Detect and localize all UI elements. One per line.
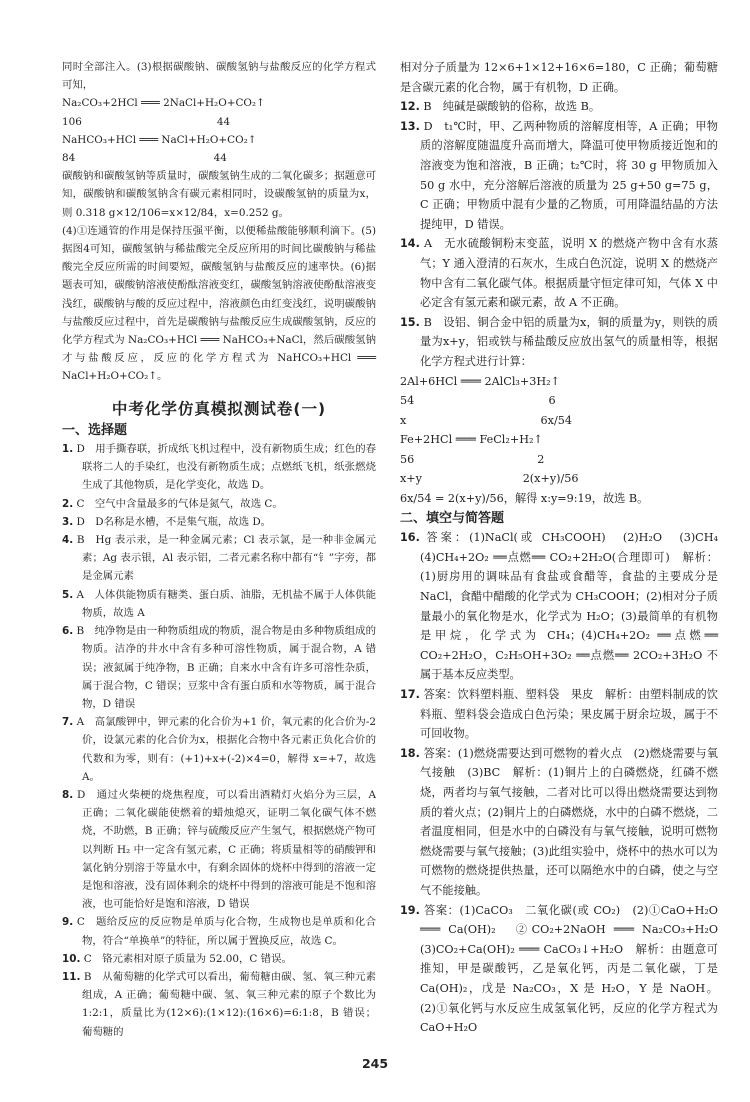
answer-number: 9. xyxy=(62,916,74,929)
answer-item xyxy=(62,586,376,622)
answer-text: B Hg 表示汞，是一种金属元素；Cl 表示氯，是一种非金属元素；Ag 表示银，Al 表示铝，二者元素名称中都有“钅”字旁，都是金属元素 xyxy=(76,534,376,583)
left-column xyxy=(62,58,376,1041)
answer-text: D 用手撕春联，折成纸飞机过程中，没有新物质生成；红色的春联将二人的手染红，也没有新物质生成；点燃纸飞机，纸张燃烧生成了其他物质，是化学变化，故选 D。 xyxy=(76,443,376,492)
answer-text: 答案：(1)燃烧需要达到可燃物的着火点 (2)燃烧需要与氧气接触 (3)BC 解析：(1)铜片上的白磷燃烧，红磷不燃烧，两者均与氧气接触，二者对比可以得出燃烧需要达到物质的着火点；(2)铜片上的白磷燃烧，水中的白磷不燃烧，二者温度相同，但是水中的白磷没有与氧气接触，说明可燃物燃烧需要与氧气接触；(3)此组实验中，烧杯中的热水可以为可燃物的燃烧提供热量，还可以隔绝水中的白磷，使之与空气不能接触。 xyxy=(420,746,718,897)
answer-number: 1. xyxy=(62,443,74,456)
answer-item xyxy=(62,786,376,913)
answer-text: D D名称是水槽，不是集气瓶，故选 D。 xyxy=(76,515,272,528)
answer-number: 13. xyxy=(400,119,420,133)
answer-item xyxy=(62,440,376,495)
answer-text: A 高氯酸钾中，钾元素的化合价为+1 价，氧元素的化合价为-2 价，设氯元素的化合价为x，根据化合物中各元素正负化合价的代数和为零，则有：(+1)+x+(-2)×4=0，解得 x=+7，故选 A。 xyxy=(76,716,376,783)
answer-item xyxy=(400,97,718,117)
answer-item xyxy=(400,744,718,901)
calculation-line: 6x/54 = 2(x+y)/56，解得 x:y=9:19，故选 B。 xyxy=(400,492,649,506)
answer-text: 答案：饮料塑料瓶、塑料袋 果皮 解析：由塑料制成的饮料瓶、塑料袋会造成白色污染；果皮属于厨余垃圾，属于不可回收物。 xyxy=(420,688,718,741)
answer-text: C 铬元素相对原子质量为 52.00，C 错误。 xyxy=(83,952,292,965)
equation: NaHCO₃+HCl ═══ NaCl+H₂O+CO₂↑ xyxy=(62,133,257,146)
right-column xyxy=(400,58,730,1038)
answer-text: C 空气中含量最多的气体是氮气，故选 C。 xyxy=(76,497,283,510)
answer-number: 8. xyxy=(62,788,74,801)
answer-number: 3. xyxy=(62,515,74,528)
answer-number: 6. xyxy=(62,625,74,638)
answer-text: D t₁℃时，甲、乙两种物质的溶解度相等，A 正确；甲物质的溶解度随温度升高而增大，降温可使甲物质接近饱和的溶液变为饱和溶液，B 正确；t₂℃时，将 30 g 甲物质加入 50 g 水中，充分溶解后溶液的质量为 25 g+50 g=75 g，C 正确；甲物质中混有少量的乙物质，可用降温结晶的方法提纯甲，D 错误。 xyxy=(420,119,718,231)
answer-text: B 设铝、铜合金中铝的质量为x，铜的质量为y，则铁的质量为x+y，铝或铁与稀盐酸反应放出氢气的质量相等，根据化学方程式进行计算： xyxy=(420,315,719,368)
answer-text: D 通过火柴梗的烧焦程度，可以看出酒精灯火焰分为三层，A 正确；二氧化碳能使燃着的蜡烛熄灭，证明二氧化碳气体不燃烧，不助燃，B 正确；锌与硫酸反应产生氢气，根据燃烧产物可以判断 H₂ 中一定含有氢元素，C 正确；将质量相等的硝酸钾和氯化钠分别溶于等量水中，有剩余固体的烧杯中得到的溶液一定是饱和溶液，没有固体剩余的烧杯中得到的溶液可能是不饱和溶液，也可能恰好是饱和溶液，D 错误 xyxy=(76,788,376,911)
answer-item xyxy=(62,913,376,949)
calculation-line: 2Al+6HCl ═══ 2AlCl₃+3H₂↑ xyxy=(400,374,560,388)
calculation-line: x+y 2(x+y)/56 xyxy=(400,472,579,486)
exam-title: 中考化学仿真模拟测试卷(一) xyxy=(111,399,327,418)
answer-item xyxy=(62,968,376,1041)
answer-number: 16. xyxy=(400,531,420,545)
answer-number: 7. xyxy=(62,716,74,729)
answer-text: 答案：(1)CaCO₃ 二氧化碳(或 CO₂) (2)①CaO+H₂O ═══ Ca(OH)₂ ②CO₂+2NaOH ═══ Na₂CO₃+H₂O (3)CO₂+Ca(OH)₂ ═══ CaCO₃↓+H₂O 解析：由题意可推知，甲是碳酸钙，乙是氧化钙，丙是二氧化碳，丁是 Ca(OH)₂，戊是 Na₂CO₃，X 是 H₂O，Y 是 NaOH。(2)①氧化钙与水反应生成氢氧化钙，反应的化学方程式为 CaO+H₂O xyxy=(420,903,730,1035)
answer-item xyxy=(62,622,376,713)
answer-number: 17. xyxy=(400,688,420,701)
answer-number: 19. xyxy=(400,903,420,917)
page-number: 245 xyxy=(361,1056,389,1071)
answer-text: B 纯碱是碳酸钠的俗称，故选 B。 xyxy=(423,100,601,114)
calculation-line: Fe+2HCl ═══ FeCl₂+H₂↑ xyxy=(400,433,543,447)
answer-item xyxy=(400,901,730,1038)
answer-number: 15. xyxy=(400,315,420,329)
answer-text: B 从葡萄糖的化学式可以看出，葡萄糖由碳、氢、氧三种元素组成，A 正确；葡萄糖中碳、氢、氧三种元素的原子个数比为 1:2:1，质量比为(12×6):(1×12):(16×6)=6:1:8，B 错误；葡萄糖的 xyxy=(82,970,376,1038)
continuation-text: 碳酸钠和碳酸氢钠等质量时，碳酸氢钠生成的二氧化碳多；据题意可知，碳酸钠和碳酸氢钠含有碳元素相同时，设碳酸氢钠的质量为x，则 0.318 g×12/106=x×12/84，x=0.252 g。 xyxy=(62,170,376,219)
answer-item xyxy=(400,117,718,235)
section-heading: 一、选择题 xyxy=(62,422,128,438)
answer-number: 2. xyxy=(62,497,74,510)
equation: Na₂CO₃+2HCl ═══ 2NaCl+H₂O+CO₂↑ xyxy=(62,97,265,110)
answer-number: 4. xyxy=(62,534,74,547)
answer-number: 10. xyxy=(62,952,81,965)
equation-mass: 84 44 xyxy=(62,152,227,165)
continuation-text: 相对分子质量为 12×6+1×12+16×6=180，C 正确；葡萄糖是含碳元素的化合物，属于有机物，D 正确。 xyxy=(400,61,718,94)
answer-number: 5. xyxy=(62,588,74,601)
answer-item xyxy=(62,713,376,786)
calculation-block xyxy=(400,372,718,509)
answer-number: 12. xyxy=(400,100,420,114)
equation-mass: 106 44 xyxy=(62,115,231,128)
answer-item xyxy=(62,531,376,586)
answer-text: A 无水硫酸铜粉末变蓝，说明 X 的燃烧产物中含有水蒸气；Y 通入澄清的石灰水，生成白色沉淀，说明 X 的燃烧产物中含有二氧化碳气体。根据质量守恒定律可知，气体 X 中必定含有氢元素和碳元素，故 A 不正确。 xyxy=(420,237,718,310)
answer-item xyxy=(400,528,730,685)
continuation-text: (4)①连通管的作用是保持压强平衡，以便稀盐酸能够顺利滴下。(5)据图4可知，碳酸氢钠与稀盐酸完全反应所用的时间比碳酸钠与稀盐酸完全反应所需的时间要短，碳酸氢钠与盐酸反应的速率快。(6)据题表可知，碳酸钠溶液使酚酞溶液变红，碳酸氢钠溶液使酚酞溶液变浅红，碳酸钠与酸的反应过程中，溶液颜色由红变浅红，说明碳酸钠与盐酸反应过程中，首先是碳酸钠与盐酸反应生成碳酸氢钠，反应的化学方程式为 Na₂CO₃+HCl ═══ NaHCO₃+NaCl，然后碳酸氢钠才与盐酸反应，反应的化学方程式为 NaHCO₃+HCl ═══ NaCl+H₂O+CO₂↑。 xyxy=(62,224,376,383)
answer-number: 18. xyxy=(400,746,420,760)
answer-list xyxy=(400,528,730,1037)
answer-number: 11. xyxy=(62,970,81,983)
answer-item xyxy=(400,234,718,312)
section-heading: 二、填空与简答题 xyxy=(400,510,505,526)
answer-text: 答案：(1)NaCl(或 CH₃COOH) (2)H₂O (3)CH₄ (4)CH₄+2O₂ ══点燃══ CO₂+2H₂O(合理即可) 解析：(1)厨房用的调味品有食盐或食醋等，食盐的主要成分是 NaCl，食醋中醋酸的化学式为 CH₃COOH；(2)相对分子质量最小的氧化物是水，化学式为 H₂O；(3)最简单的有机物是甲烷，化学式为 CH₄；(4)CH₄+2O₂ ══点燃══ CO₂+2H₂O，C₂H₅OH+3O₂ ══点燃══ 2CO₂+3H₂O 不属于基本反应类型。 xyxy=(420,531,730,682)
continuation-text: 同时全部注入。(3)根据碳酸钠、碳酸氢钠与盐酸反应的化学方程式可知， xyxy=(62,61,376,92)
answer-text: A 人体供能物质有糖类、蛋白质、油脂，无机盐不属于人体供能物质，故选 A xyxy=(76,588,376,619)
calculation-line: x 6x/54 xyxy=(400,413,572,427)
answer-item xyxy=(400,685,718,744)
calculation-line: 54 6 xyxy=(400,394,556,408)
answer-item xyxy=(62,513,376,531)
answer-item xyxy=(62,950,376,968)
answer-item xyxy=(400,313,718,372)
answer-text: B 纯净物是由一种物质组成的物质，混合物是由多种物质组成的物质。洁净的井水中含有多种可溶性物质，属于混合物，A 错误；液氮属于纯净物，B 正确；自来水中含有许多可溶性杂质，属于混合物，C 错误；豆浆中含有蛋白质和水等物质，属于混合物，D 错误 xyxy=(76,625,376,710)
calculation-line: 56 2 xyxy=(400,452,545,466)
answer-list xyxy=(400,97,718,371)
answer-list xyxy=(62,440,376,1041)
answer-item xyxy=(62,495,376,513)
answer-text: C 题给反应的反应物是单质与化合物，生成物也是单质和化合物，符合“单换单”的特征，所以属于置换反应，故选 C。 xyxy=(76,916,376,947)
answer-number: 14. xyxy=(400,237,420,251)
